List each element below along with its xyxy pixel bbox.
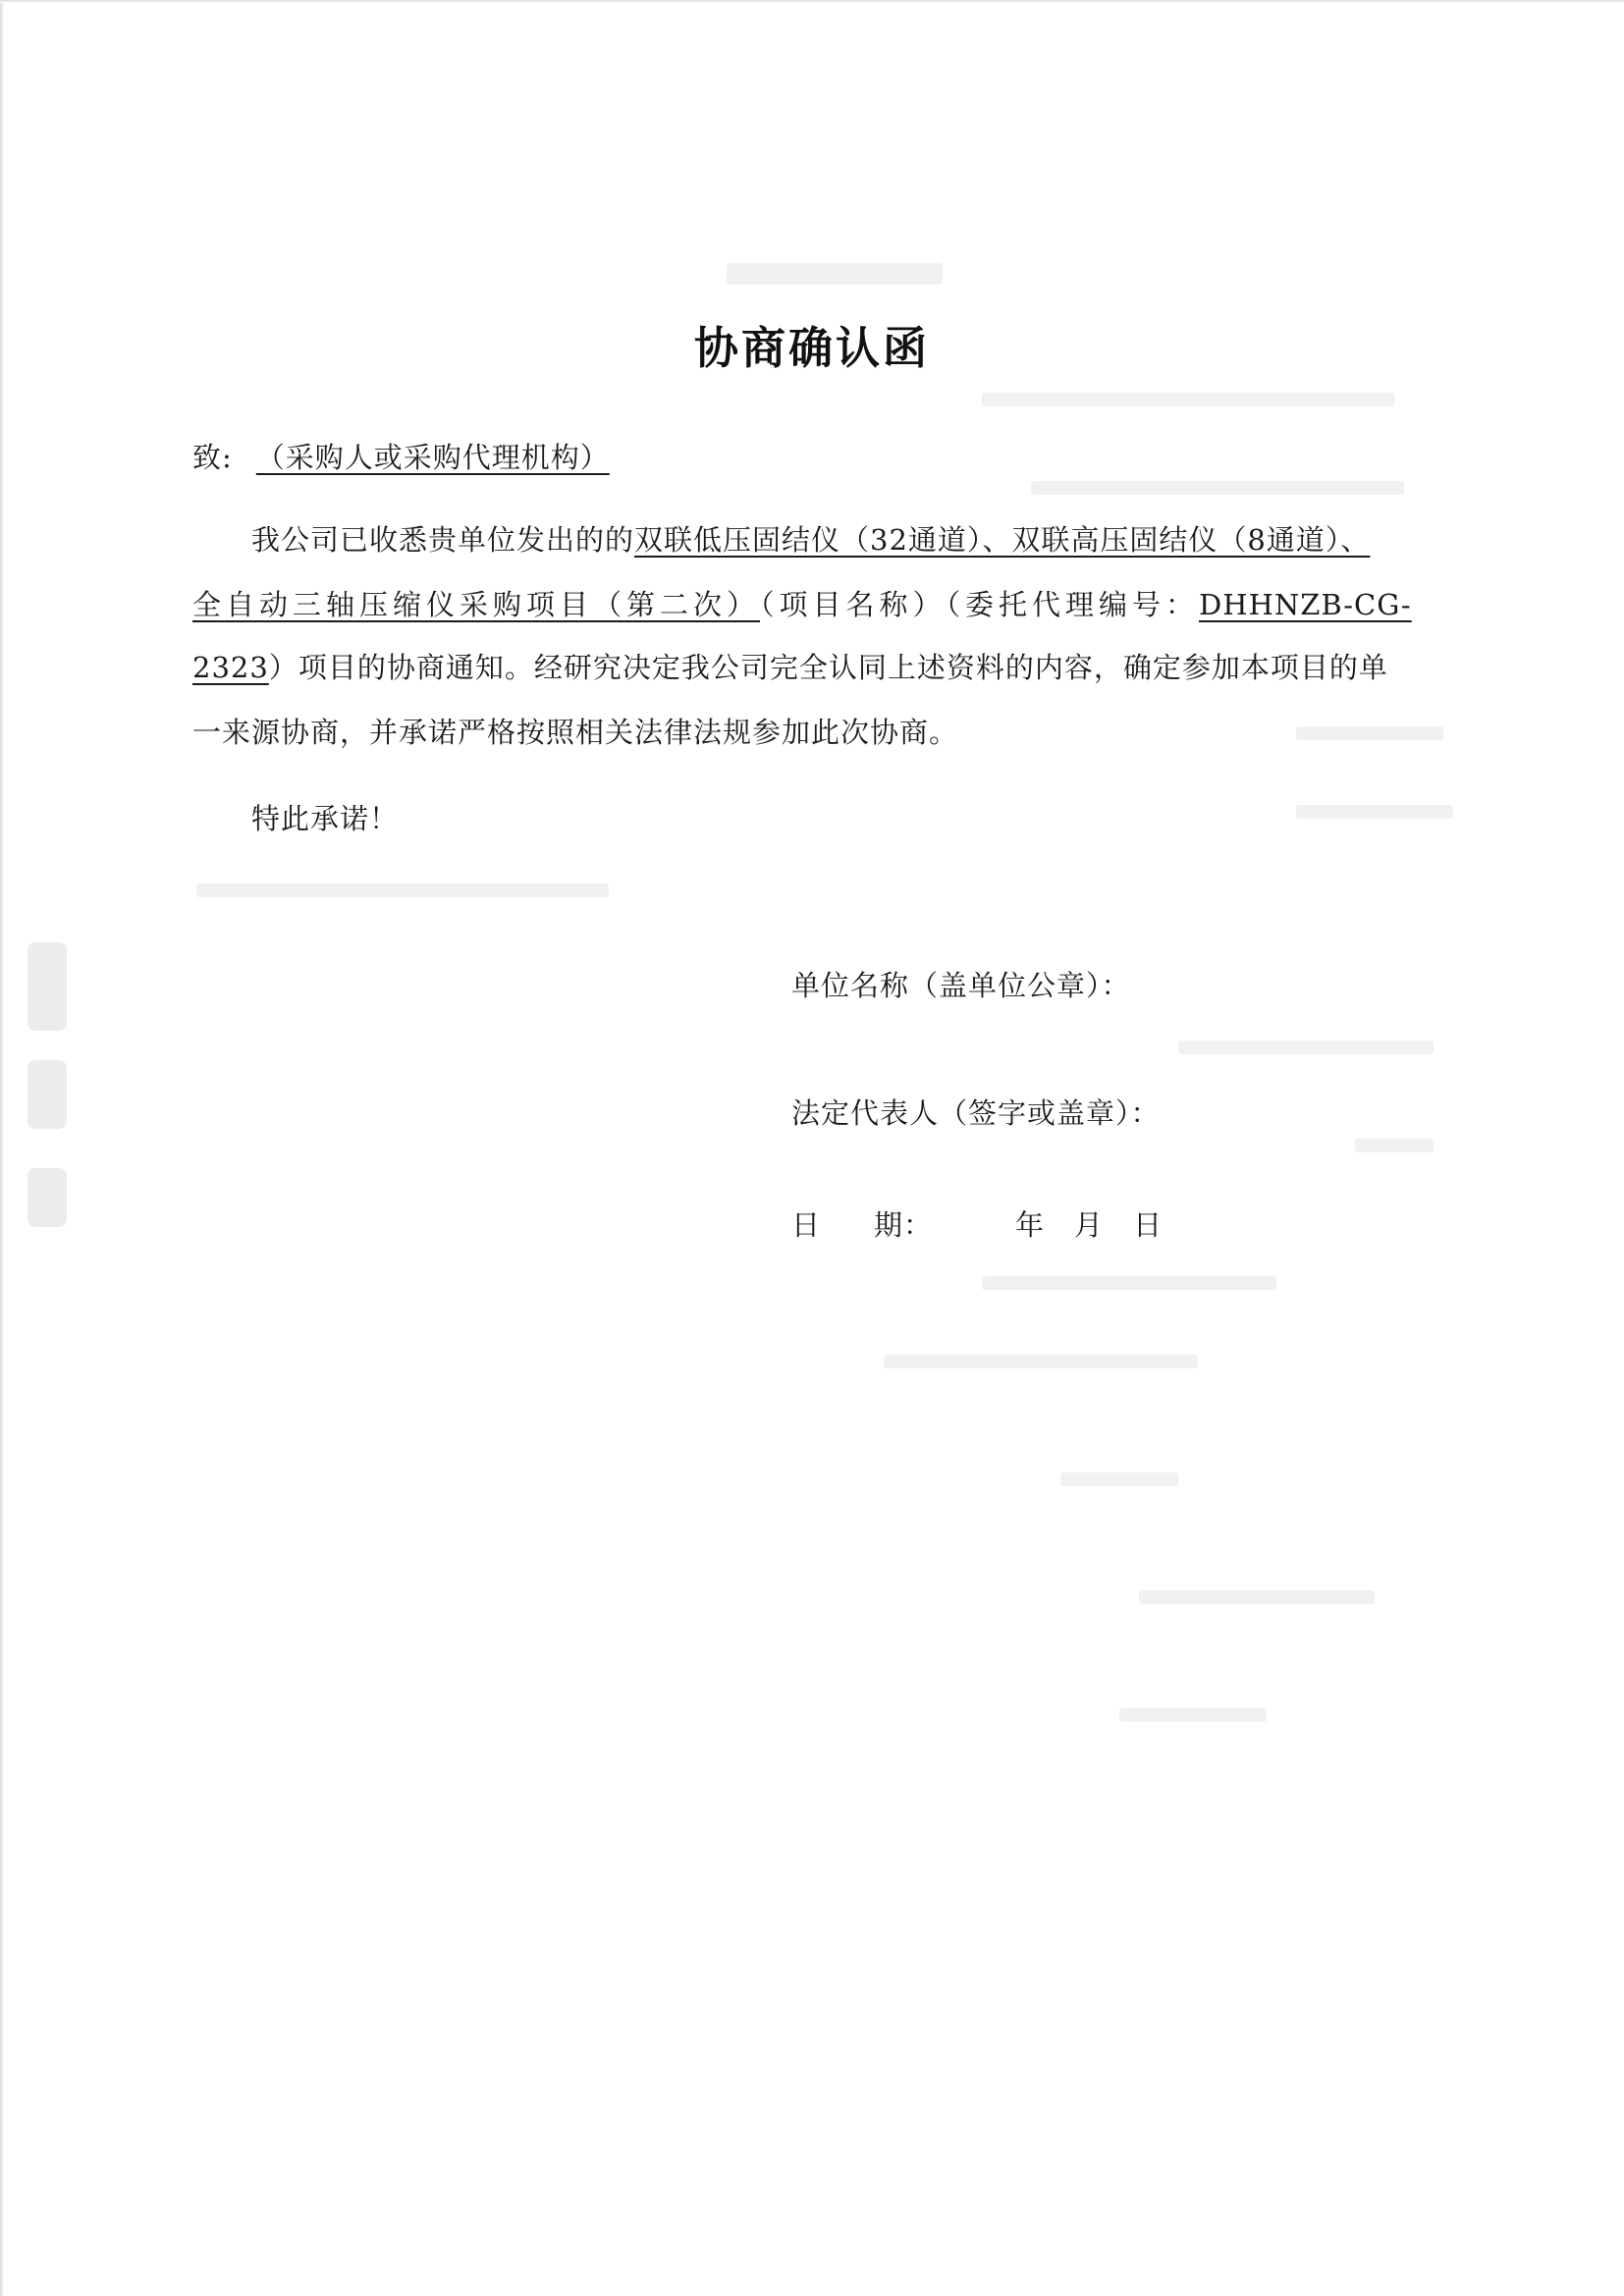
bleed-through-mark [1031,481,1404,495]
body-text: 我公司已收悉贵单位发出的的 [251,523,635,557]
bleed-through-mark [1119,1708,1267,1722]
bleed-through-mark [884,1355,1198,1368]
document-title: 协商确认函 [693,322,930,374]
addressee-recipient: （采购人或采购代理机构） [255,441,610,474]
body-text: （项目名称）（委托代理编号： [760,588,1200,621]
bleed-through-mark [1355,1139,1434,1152]
bleed-through-mark [1296,726,1443,740]
body-line-3 [192,648,1388,687]
seal-mark [27,1060,67,1129]
bleed-through-mark [982,1276,1276,1290]
bleed-through-mark [982,393,1394,406]
signature-legal-rep: 法定代表人（签字或盖章）： [791,1096,1161,1130]
bleed-through-mark [1296,805,1453,819]
signature-unit-name: 单位名称（盖单位公章）： [791,969,1131,1002]
bleed-through-mark [1178,1041,1434,1054]
body-text: ）项目的协商通知。经研究决定我公司完全认同上述资料的内容，确定参加本项目的单 [268,651,1388,684]
date-label-char-1: 日 [791,1208,822,1242]
body-line-1 [251,520,1370,560]
project-name-underlined: 双联低压固结仪（32通道）、双联高压固结仪（8通道）、 [634,523,1371,557]
date-label-char-2: 期： [874,1208,934,1242]
bleed-through-mark [196,883,609,897]
closing-statement: 特此承诺！ [251,802,400,835]
date-day: 日 [1133,1208,1164,1242]
seal-mark [27,1168,67,1227]
bleed-through-mark [727,263,943,285]
bleed-through-mark [1060,1472,1178,1486]
agency-code-underlined: DHHNZB-CG- [1199,588,1412,621]
addressee-prefix: 致: [192,441,233,474]
bleed-through-mark [1139,1590,1375,1604]
scan-edge-top [0,0,1624,3]
addressee-line [192,438,629,477]
project-name-underlined: 全自动三轴压缩仪采购项目（第二次） [192,588,761,621]
body-line-2 [192,585,1412,624]
seal-mark [27,942,67,1031]
signature-date [791,1205,1163,1245]
agency-code-underlined: 2323 [192,651,269,684]
date-month: 月 [1074,1208,1105,1242]
date-year: 年 [1015,1208,1046,1242]
body-line-4 [192,713,958,752]
body-text: 一来源协商，并承诺严格按照相关法律法规参加此次协商。 [192,716,959,749]
